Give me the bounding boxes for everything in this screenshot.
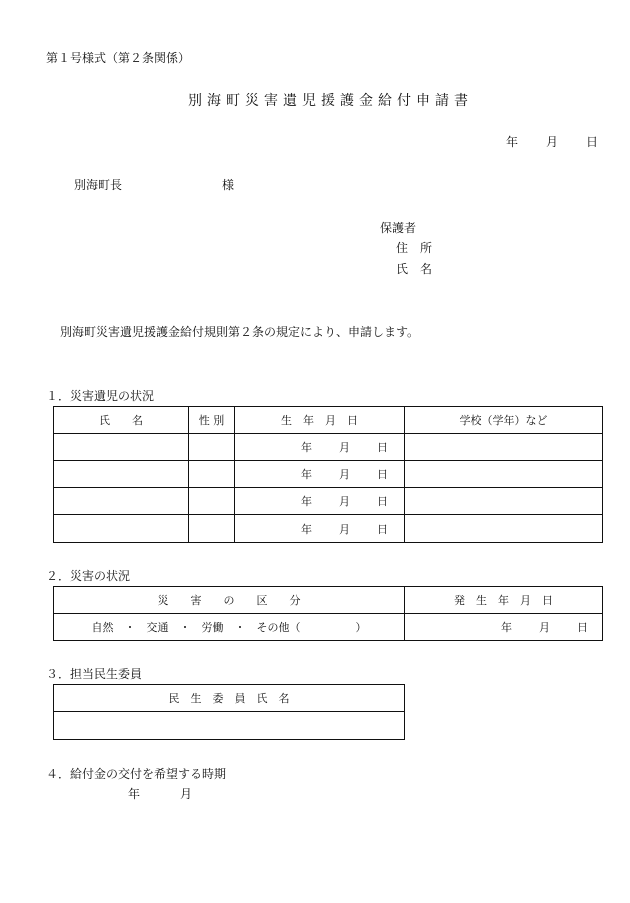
table-row [54,434,603,461]
desired-month-label: 月 [180,787,193,801]
column-header-birthdate: 生 年 月 日 [235,407,405,434]
school-cell[interactable] [405,461,603,488]
gender-cell[interactable] [189,515,235,543]
occurrence-date-cell[interactable] [405,614,603,641]
column-header-gender: 性 別 [189,407,235,434]
applicant-name-label: 氏 名 [396,262,433,276]
orphan-status-table [53,406,603,543]
year-unit: 年 [301,441,312,454]
table-row [54,461,603,488]
section1-heading: １．災害遺児の状況 [46,389,155,403]
month-unit: 月 [339,522,350,536]
table-row [54,614,603,641]
gender-cell[interactable] [189,488,235,515]
addressee-honorific: 様 [222,178,235,192]
day-unit: 日 [377,441,388,454]
day-unit: 日 [377,522,388,536]
name-cell[interactable] [54,488,189,515]
commissioner-name-cell[interactable] [54,712,405,740]
section4-heading: ４．給付金の交付を希望する時期 [46,767,227,781]
page-title: 別海町災害遺児援護金給付申請書 [188,93,473,109]
section3-heading: ３．担当民生委員 [46,667,143,681]
birthdate-cell[interactable] [235,515,405,543]
name-cell[interactable] [54,461,189,488]
column-header-name: 氏 名 [54,407,189,434]
gender-cell[interactable] [189,461,235,488]
date-year-label: 年 [506,135,519,149]
welfare-commissioner-table [53,684,405,740]
date-day-label: 日 [586,135,599,149]
table-row [54,515,603,543]
day-unit: 日 [377,468,388,481]
column-header-occurrence-date: 発 生 年 月 日 [405,587,603,614]
birthdate-cell[interactable] [235,488,405,515]
table-header-row [54,587,603,614]
applicant-address-label: 住 所 [396,241,433,255]
column-header-disaster-type: 災 害 の 区 分 [54,587,405,614]
name-cell[interactable] [54,515,189,543]
applicant-label: 保護者 [380,221,417,235]
day-unit: 日 [377,495,388,508]
column-header-school: 学校（学年）など [405,407,603,434]
table-row [54,712,405,740]
month-unit: 月 [339,441,350,454]
table-row [54,488,603,515]
addressee-name: 別海町長 [74,178,123,192]
month-unit: 月 [339,468,350,481]
school-cell[interactable] [405,488,603,515]
desired-year-label: 年 [128,787,141,801]
school-cell[interactable] [405,434,603,461]
day-unit: 日 [577,621,588,634]
form-number: 第１号様式（第２条関係） [46,51,191,65]
year-unit: 年 [501,621,512,634]
year-unit: 年 [301,495,312,508]
disaster-category-options[interactable]: 自然 ・ 交通 ・ 労働 ・ その他（ ） [54,614,405,641]
table-header-row [54,685,405,712]
application-statement: 別海町災害遺児援護金給付規則第２条の規定により、申請します。 [60,325,420,339]
gender-cell[interactable] [189,434,235,461]
name-cell[interactable] [54,434,189,461]
date-month-label: 月 [546,135,559,149]
table-header-row [54,407,603,434]
month-unit: 月 [339,495,350,508]
birthdate-cell[interactable] [235,434,405,461]
year-unit: 年 [301,468,312,481]
year-unit: 年 [301,522,312,536]
month-unit: 月 [539,621,550,634]
school-cell[interactable] [405,515,603,543]
birthdate-cell[interactable] [235,461,405,488]
section2-heading: ２．災害の状況 [46,569,131,583]
column-header-commissioner-name: 民 生 委 員 氏 名 [54,685,405,712]
disaster-status-table [53,586,603,641]
